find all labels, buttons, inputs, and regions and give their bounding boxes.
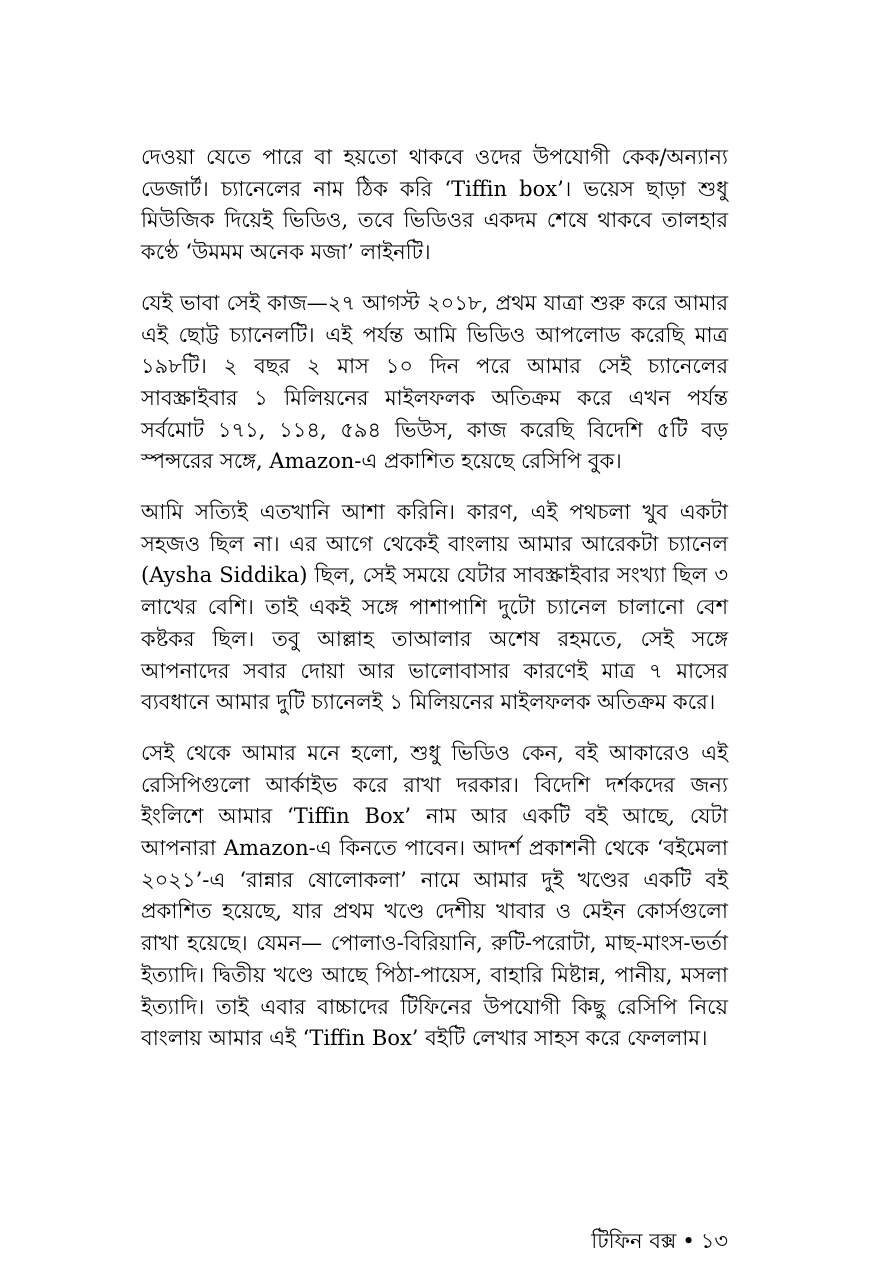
running-title: টিফিন বক্স [591,1229,677,1253]
page-footer [591,1227,728,1255]
paragraph-1: দেওয়া যেতে পারে বা হয়তো থাকবে ওদের উপযোগী কেক/অন্যান্য ডেজার্ট। চ্যানেলের নাম ঠিক করি ‘Tiffin box’। ভয়েস ছাড়া শুধু মিউজিক দিয়েই ভিডিও, তবে ভিডিওর একদম শেষে থাকবে তালহার কণ্ঠে ‘উমমম অনেক মজা’ লাইনটি। [141,145,728,265]
paragraph-4: সেই থেকে আমার মনে হলো, শুধু ভিডিও কেন, বই আকারেও এই রেসিপিগুলো আর্কাইভ করে রাখা দরকার। বিদেশি দর্শকদের জন্য ইংলিশে আমার ‘Tiffin Box’ নাম আর একটি বই আছে, যেটা আপনারা Amazon-এ কিনতে পাবেন। আদর্শ প্রকাশনী থেকে ‘বইমেলা ২০২১’-এ ‘রান্নার ষোলোকলা’ নামে আমার দুই খণ্ডের একটি বই প্রকাশিত হয়েছে, যার প্রথম খণ্ডে দেশীয় খাবার ও মেইন কোর্সগুলো রাখা হয়েছে। যেমন— পোলাও-বিরিয়ানি, রুটি-পরোটা, মাছ-মাংস-ভর্তা ইত্যাদি। দ্বিতীয় খণ্ডে আছে পিঠা-পায়েস, বাহারি মিষ্টান্ন, পানীয়, মসলা ইত্যাদি। তাই এবার বাচ্চাদের টিফিনের উপযোগী কিছু রেসিপি নিয়ে বাংলায় আমার এই ‘Tiffin Box’ বইটি লেখার সাহস করে ফেললাম। [141,740,728,1051]
footer-separator: • [682,1229,695,1253]
paragraph-3: আমি সত্যিই এতখানি আশা করিনি। কারণ, এই পথচলা খুব একটা সহজও ছিল না। এর আগে থেকেই বাংলায় আমার আরেকটা চ্যানেল (Aysha Siddika) ছিল, সেই সময়ে যেটার সাবস্ক্রাইবার সংখ্যা ছিল ৩ লাখের বেশি। তাই একই সঙ্গে পাশাপাশি দুটো চ্যানেল চালানো বেশ কষ্টকর ছিল। তবু আল্লাহ তাআলার অশেষ রহমতে, সেই সঙ্গে আপনাদের সবার দোয়া আর ভালোবাসার কারণেই মাত্র ৭ মাসের ব্যবধানে আমার দুটি চ্যানেলই ১ মিলিয়নের মাইলফলক অতিক্রম করে। [141,500,728,715]
page-number: ১৩ [700,1229,728,1253]
page-body [141,142,728,1074]
paragraph-2: যেই ভাবা সেই কাজ—২৭ আগস্ট ২০১৮, প্রথম যাত্রা শুরু করে আমার এই ছোট্ট চ্যানেলটি। এই পর্যন্ত আমি ভিডিও আপলোড করেছি মাত্র ১৯৮টি। ২ বছর ২ মাস ১০ দিন পরে আমার সেই চ্যানেলের সাবস্ক্রাইবার ১ মিলিয়নের মাইলফলক অতিক্রম করে এখন পর্যন্ত সর্বমোট ১৭১, ১১৪, ৫৯৪ ভিউস, কাজ করেছি বিদেশি ৫টি বড় স্পন্সরের সঙ্গে, Amazon-এ প্রকাশিত হয়েছে রেসিপি বুক। [141,290,728,474]
